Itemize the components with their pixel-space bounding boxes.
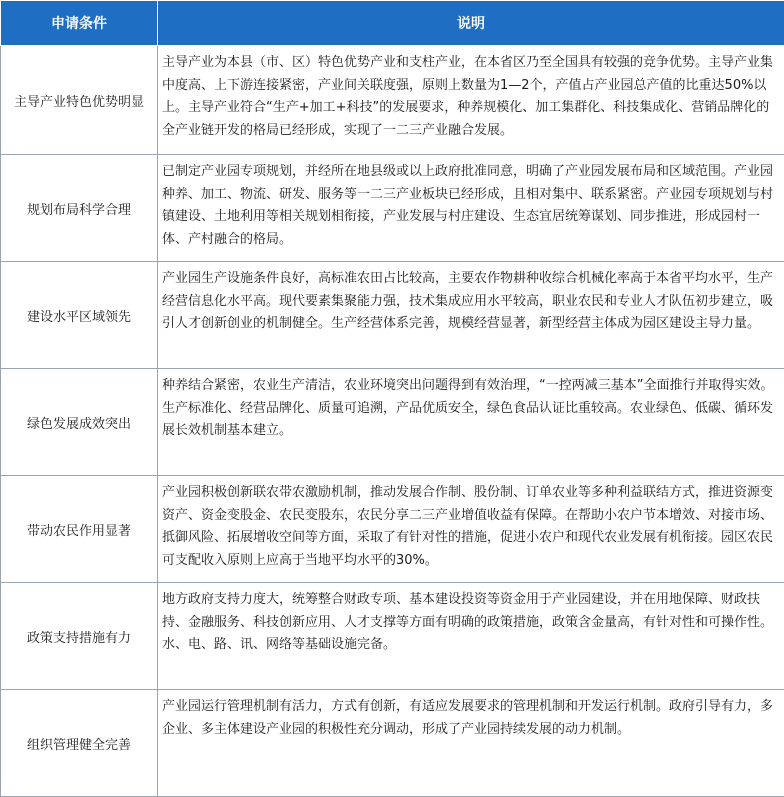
- table-row: [1, 476, 784, 583]
- condition-cell: 绿色发展成效突出: [1, 369, 158, 476]
- header-row: [1, 1, 784, 46]
- condition-cell: 带动农民作用显著: [1, 476, 158, 583]
- header-description: 说明: [158, 1, 784, 46]
- description-cell: 地方政府支持力度大，统筹整合财政专项、基本建设投资等资金用于产业园建设，并在用地保障、财政扶持、金融服务、科技创新应用、人才支撑等方面有明确的政策措施，政策含金量高，有针对性和可操作性。水、电、路、讯、网络等基础设施完备。: [158, 583, 784, 690]
- table-row: [1, 369, 784, 476]
- description-cell: 产业园运行管理机制有活力，方式有创新，有适应发展要求的管理机制和开发运行机制。政府引导有力，多企业、多主体建设产业园的积极性充分调动，形成了产业园持续发展的动力机制。: [158, 690, 784, 797]
- table-row: [1, 690, 784, 797]
- condition-cell: 主导产业特色优势明显: [1, 46, 158, 155]
- description-cell: 产业园生产设施条件良好，高标准农田占比较高，主要农作物耕种收综合机械化率高于本省平均水平，生产经营信息化水平高。现代要素集聚能力强，技术集成应用水平较高，职业农民和专业人才队伍初步建立，吸引人才创新创业的机制健全。生产经营体系完善，规模经营显著，新型经营主体成为园区建设主导力量。: [158, 262, 784, 369]
- table-row: [1, 583, 784, 690]
- table-row: [1, 262, 784, 369]
- table-row: [1, 155, 784, 262]
- table-row: [1, 46, 784, 155]
- header-condition: 申请条件: [1, 1, 158, 46]
- condition-cell: 组织管理健全完善: [1, 690, 158, 797]
- condition-cell: 建设水平区域领先: [1, 262, 158, 369]
- description-cell: 主导产业为本县（市、区）特色优势产业和支柱产业，在本省区乃至全国具有较强的竞争优势。主导产业集中度高、上下游连接紧密，产业间关联度强，原则上数量为1—2个，产值占产业园总产值的比重达50%以上。主导产业符合“生产+加工+科技”的发展要求，种养规模化、加工集群化、科技集成化、营销品牌化的全产业链开发的格局已经形成，实现了一二三产业融合发展。: [158, 46, 784, 155]
- condition-cell: 规划布局科学合理: [1, 155, 158, 262]
- description-cell: 产业园积极创新联农带农激励机制，推动发展合作制、股份制、订单农业等多种利益联结方式，推进资源变资产、资金变股金、农民变股东，农民分享二三产业增值收益有保障。在帮助小农户节本增效、对接市场、抵御风险、拓展增收空间等方面，采取了有针对性的措施，促进小农户和现代农业发展有机衔接。园区农民可支配收入原则上应高于当地平均水平的30%。: [158, 476, 784, 583]
- description-cell: 已制定产业园专项规划，并经所在地县级或以上政府批准同意，明确了产业园发展布局和区域范围。产业园种养、加工、物流、研发、服务等一二三产业板块已经形成，且相对集中、联系紧密。产业园专项规划与村镇建设、土地利用等相关规划相衔接，产业发展与村庄建设、生态宜居统筹谋划、同步推进，形成园村一体、产村融合的格局。: [158, 155, 784, 262]
- condition-cell: 政策支持措施有力: [1, 583, 158, 690]
- description-cell: 种养结合紧密，农业生产清洁，农业环境突出问题得到有效治理，“一控两减三基本”全面推行并取得实效。生产标准化、经营品牌化、质量可追溯，产品优质安全，绿色食品认证比重较高。农业绿色、低碳、循环发展长效机制基本建立。: [158, 369, 784, 476]
